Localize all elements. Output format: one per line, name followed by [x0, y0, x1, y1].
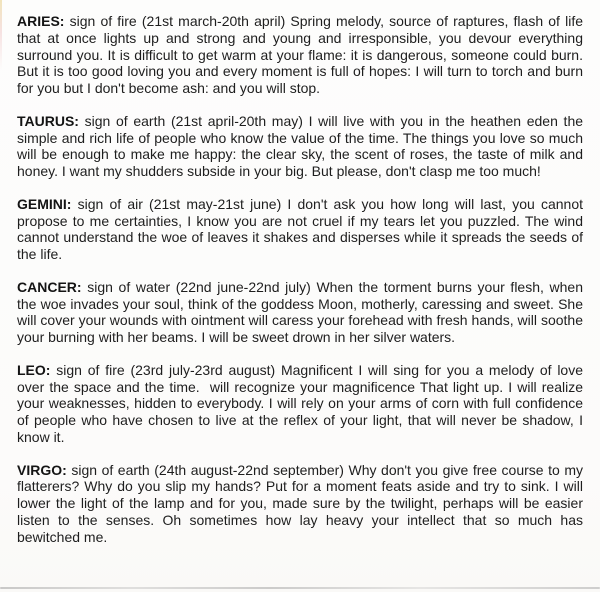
scan-left-edge-artifact — [0, 0, 2, 70]
zodiac-paragraph-leo — [17, 362, 583, 446]
zodiac-paragraph-cancer — [17, 279, 583, 346]
sign-description-aries: sign of fire (21st march-20th april) Spring melody, source of raptures, flash of life that at once lights up and strong and young and irresponsible, you devour everything surround you. It is difficult to get warm at your flame: it is dangerous, someone could burn. But it is too good loving you and every moment is full of hopes: I will turn to torch and burn for you but I don't become ash: and you will stop. — [17, 13, 583, 96]
sign-name-taurus: TAURUS: — [17, 112, 79, 129]
sign-description-cancer: sign of water (22nd june-22nd july) When the torment burns your flesh, when the woe invades your soul, think of the goddess Moon, motherly, caressing and sweet. She will cover your wounds with ointment will caress your forehead with fresh hands, will soothe your burning with her beams. I will be sweet drown in her silver waters. — [17, 278, 584, 345]
zodiac-paragraph-virgo — [17, 462, 583, 546]
zodiac-paragraph-gemini — [17, 196, 583, 263]
sign-description-gemini: sign of air (21st may-21st june) I don't ask you how long will last, you cannot propose to me certainties, I know you are not cruel if my tears let you puzzled. The wind cannot understand the woe of leaves it shakes and disperses while it spreads the seeds of the life. — [17, 195, 583, 262]
sign-name-gemini: GEMINI: — [17, 195, 72, 212]
sign-name-virgo: VIRGO: — [17, 461, 67, 478]
zodiac-text-content — [17, 13, 583, 545]
sign-name-cancer: CANCER: — [17, 278, 82, 295]
scan-bottom-edge-artifact — [0, 587, 600, 589]
zodiac-paragraph-aries — [17, 13, 583, 97]
sign-description-taurus: sign of earth (21st april-20th may) I will live with you in the heathen eden the simple and rich life of people who know the value of the time. The things you love so much will be enough to make me happy: the clear sky, the scent of roses, the taste of milk and honey. I want my shudders subside in your big. But please, don't clasp me too much! — [17, 112, 584, 179]
sign-name-aries: ARIES: — [17, 13, 65, 29]
sign-name-leo: LEO: — [17, 361, 51, 378]
sign-description-leo: sign of fire (23rd july-23rd august) Magnificent I will sing for you a melody of love over the space and the time. will recognize your magnificence That light up. I will realize your weaknesses, hidden to everybody. I will rely on your arms of corn with full confidence of people who have chosen to live at the reflex of your light, that will never be shadow, I know it. — [17, 361, 584, 445]
zodiac-paragraph-taurus — [17, 113, 583, 180]
sign-description-virgo: sign of earth (24th august-22nd september) Why don't you give free course to my flatterers? Why do you slip my hands? Put for a moment feats aside and try to sink. I will lower the light of the lamp and for you, made sure by the twilight, perhaps will be easier listen to the senses. Oh sometimes how lay heavy your intellect that so much has bewitched me. — [17, 461, 583, 545]
